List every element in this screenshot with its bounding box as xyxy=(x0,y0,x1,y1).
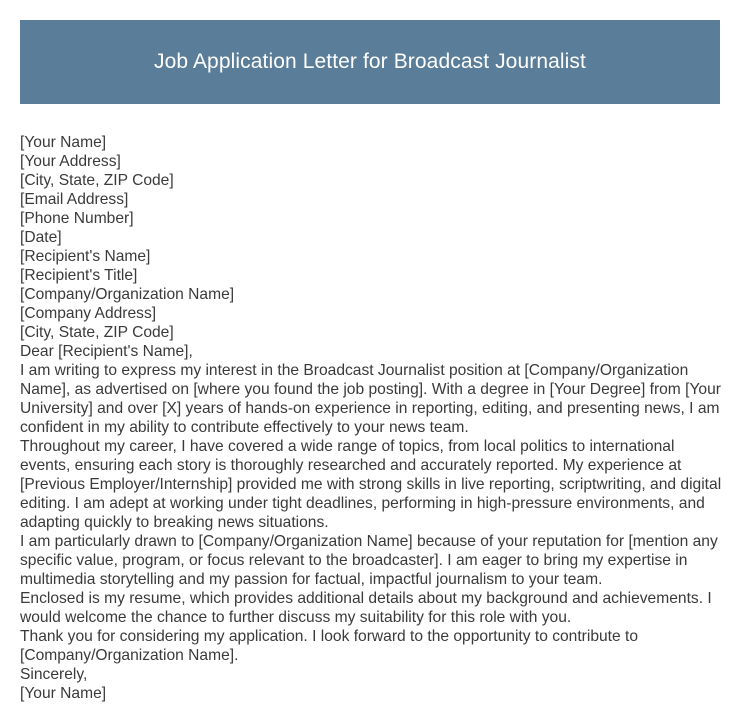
paragraph-experience: Throughout my career, I have covered a wide range of topics, from local politics to international events, ensuring each story is thoroughly researched and accurately reported. My experience at [Previous Employer/Internship] provided me with strong skills in live reporting, scriptwriting, and digital editing. I am adept at working under tight deadlines, performing in high-pressure environments, and adapting quickly to breaking news situations. xyxy=(20,438,722,531)
recipient-block xyxy=(20,247,726,342)
closing: Sincerely, xyxy=(20,666,88,683)
sender-email: [Email Address] xyxy=(20,191,129,208)
letter-body xyxy=(20,133,726,703)
sender-name: [Your Name] xyxy=(20,134,107,151)
recipient-company: [Company/Organization Name] xyxy=(20,286,235,303)
sender-city-state-zip: [City, State, ZIP Code] xyxy=(20,172,174,189)
paragraph-intro: I am writing to express my interest in the Broadcast Journalist position at [Company/Organization Name], as advertised on [where you found the job posting]. With a degree in [Your Degree] from [Your University] and over [X] years of hands-on experience in reporting, editing, and presenting news, I am confident in my ability to contribute effectively to your news team. xyxy=(20,362,721,436)
recipient-title: [Recipient's Title] xyxy=(20,267,138,284)
sender-phone: [Phone Number] xyxy=(20,210,134,227)
paragraph-motivation: I am particularly drawn to [Company/Organization Name] because of your reputation for [mention any specific value, program, or focus relevant to the broadcaster]. I am eager to bring my expertise in multimedia storytelling and my passion for factual, impactful journalism to your team. xyxy=(20,533,718,588)
signature-name: [Your Name] xyxy=(20,685,107,702)
sender-address: [Your Address] xyxy=(20,153,121,170)
paragraph-thanks: Thank you for considering my application. I look forward to the opportunity to contribute to [Company/Organization Name]. xyxy=(20,628,639,664)
document-header xyxy=(20,20,720,104)
recipient-name: [Recipient's Name] xyxy=(20,248,151,265)
recipient-city-state-zip: [City, State, ZIP Code] xyxy=(20,324,174,341)
page-title: Job Application Letter for Broadcast Journalist xyxy=(154,50,586,73)
salutation: Dear [Recipient's Name], xyxy=(20,343,193,360)
sender-block xyxy=(20,133,726,228)
recipient-address: [Company Address] xyxy=(20,305,157,322)
paragraph-enclosure: Enclosed is my resume, which provides additional details about my background and achievements. I would welcome the chance to further discuss my suitability for this role with you. xyxy=(20,590,712,626)
letter-date: [Date] xyxy=(20,229,62,246)
